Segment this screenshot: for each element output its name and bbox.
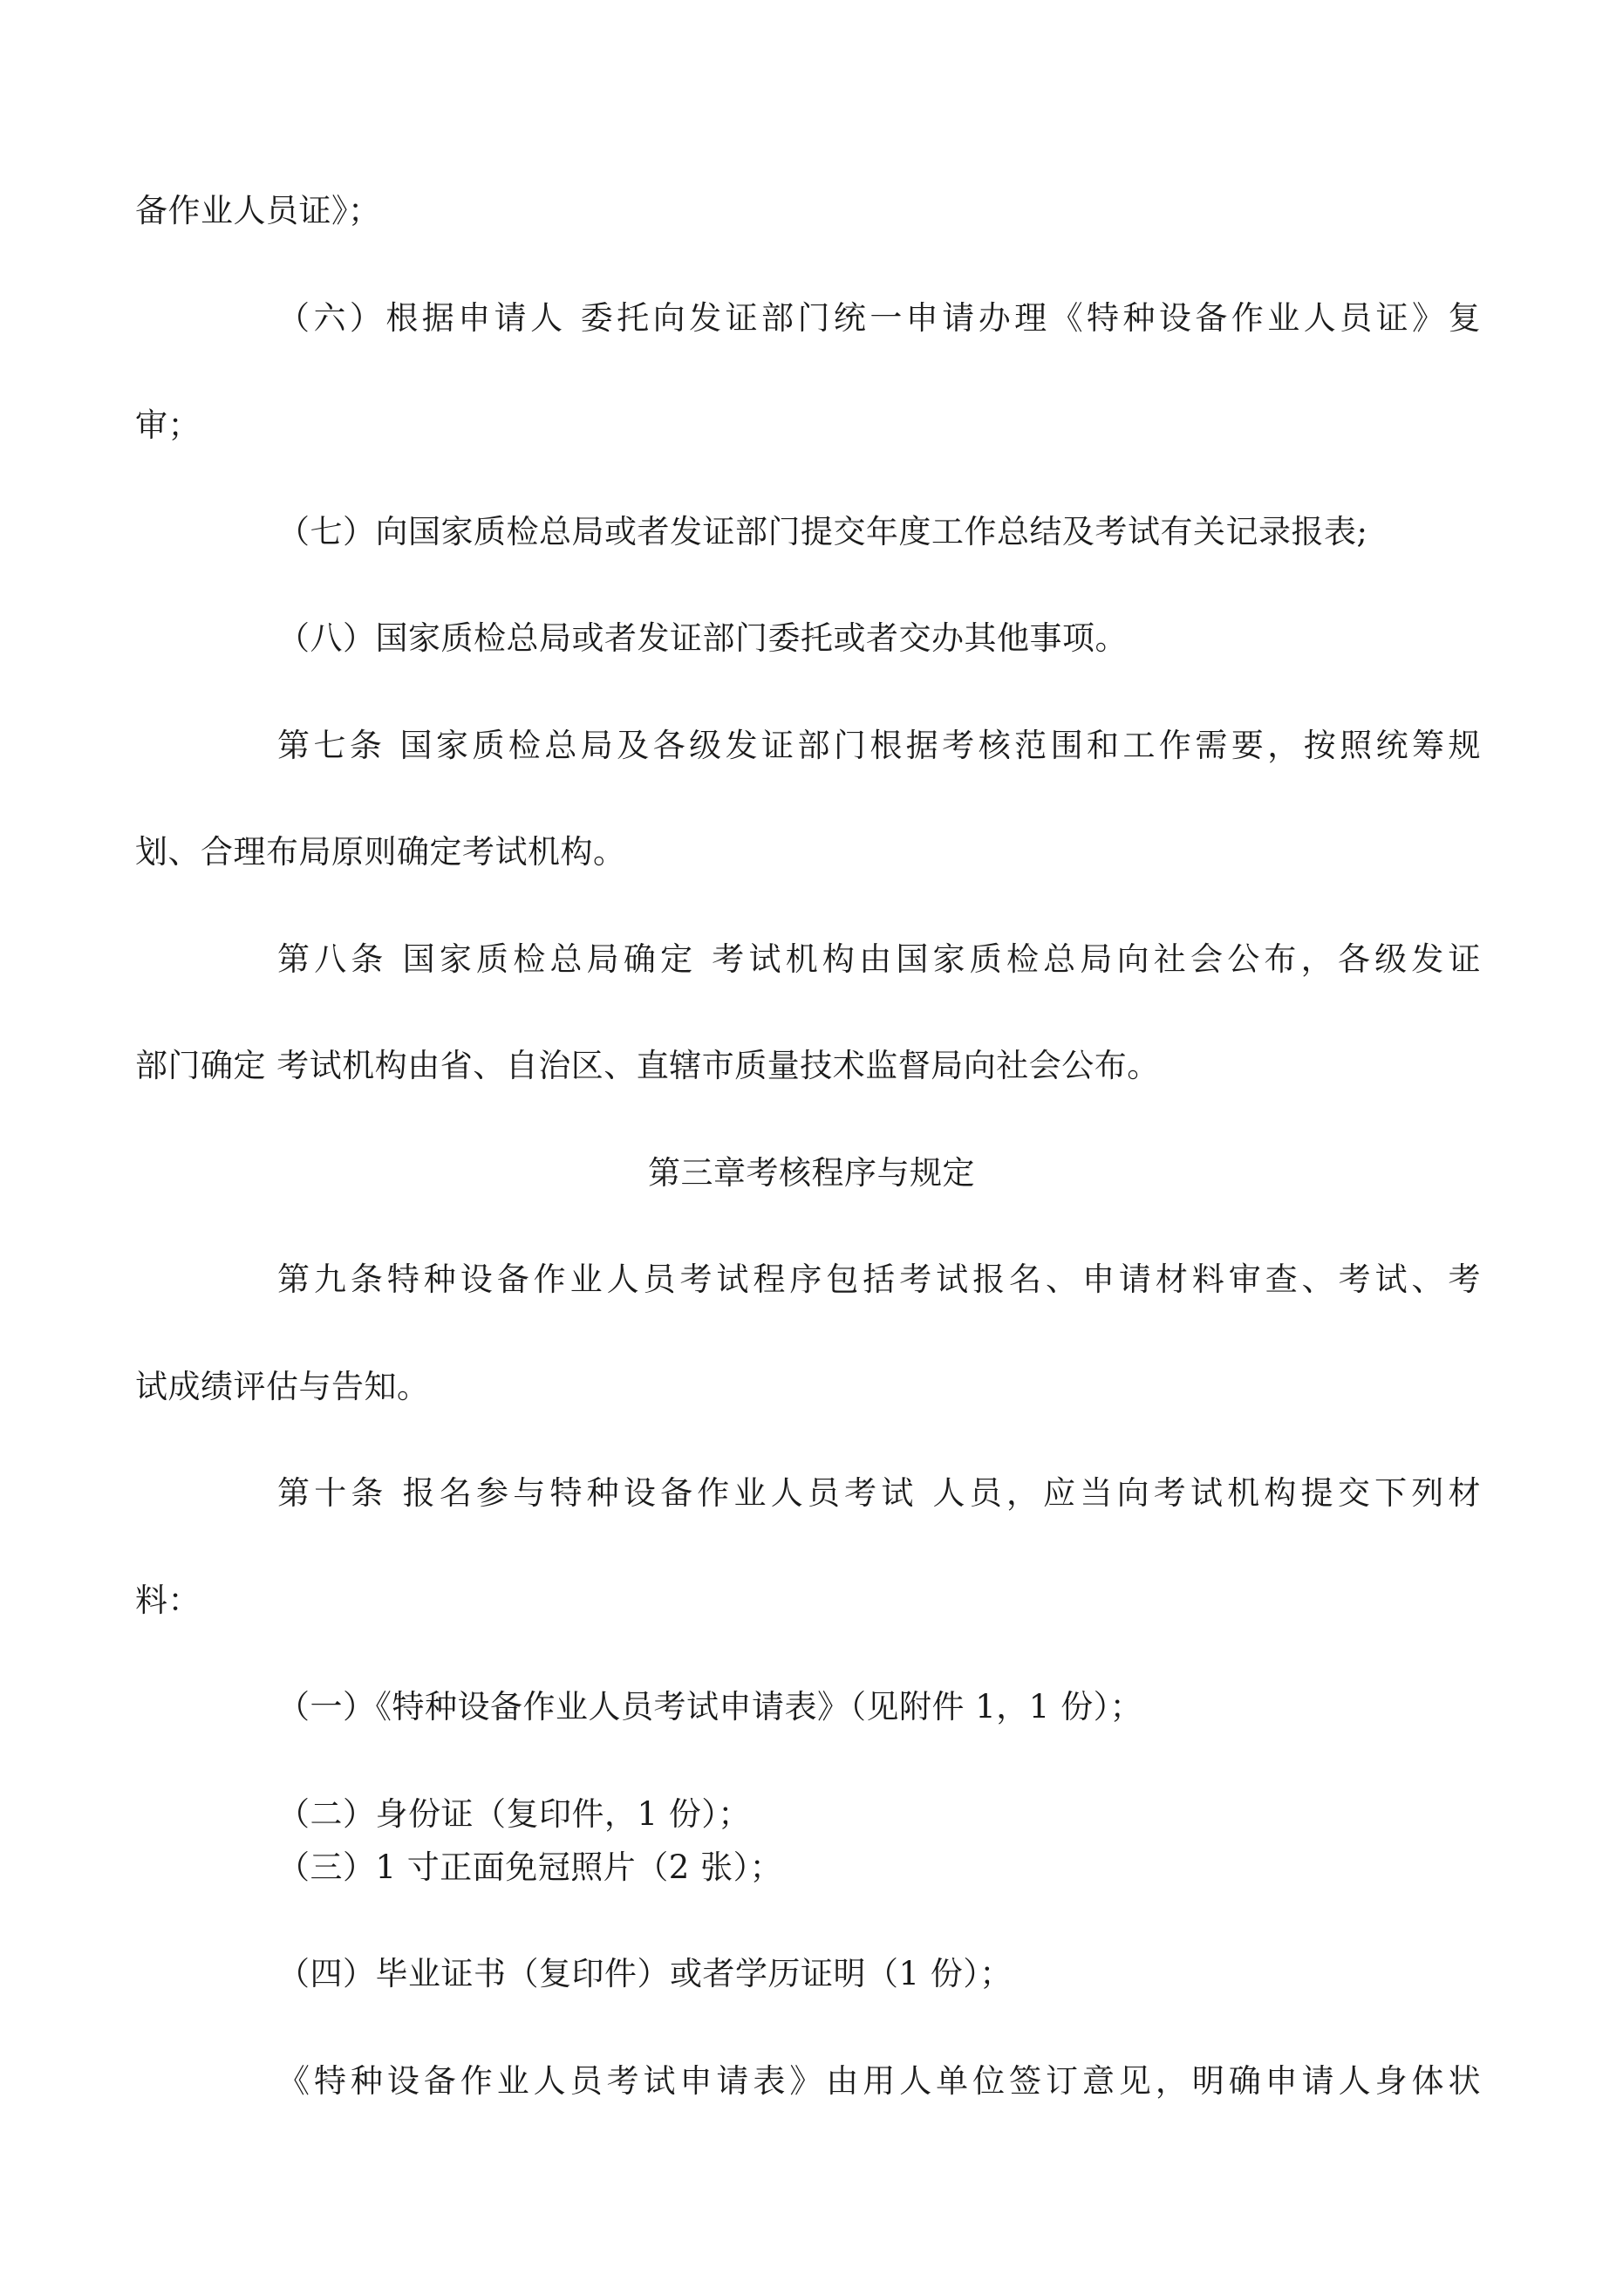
text-line: 《特种设备作业人员考试申请表》由用人单位签订意见，明确申请人身体状 (277, 2062, 1481, 2100)
text-line: 料： (135, 1582, 201, 1619)
list-item: （二）身份证（复印件，1 份）； (277, 1795, 751, 1833)
chapter-heading: 第三章考核程序与规定 (648, 1154, 975, 1192)
article-7: 第七条 国家质检总局及各级发证部门根据考核范围和工作需要，按照统筹规 (277, 727, 1481, 764)
text-line: 划、合理布局原则确定考试机构。 (135, 833, 626, 871)
text-line: （八）国家质检总局或者发证部门委托或者交办其他事项。 (277, 619, 1128, 657)
article-8: 第八条 国家质检总局确定 考试机构由国家质检总局向社会公布，各级发证 (277, 940, 1481, 978)
text-line: 备作业人员证》； (135, 192, 381, 229)
list-item: （四）毕业证书（复印件）或者学历证明（1 份）； (277, 1955, 1013, 1992)
text-line: （七）向国家质检总局或者发证部门提交年度工作总结及考试有关记录报表; (277, 513, 1368, 550)
list-item: （一）《特种设备作业人员考试申请表》（见附件 1，1 份）； (277, 1688, 1143, 1725)
list-item: （三）1 寸正面免冠照片（2 张）； (277, 1848, 783, 1886)
text-line: （六）根据申请人 委托向发证部门统一申请办理《特种设备作业人员证》复 (277, 299, 1481, 337)
text-line: 试成绩评估与告知。 (135, 1368, 430, 1405)
text-line: 审； (135, 407, 201, 444)
text-line: 部门确定 考试机构由省、自治区、直辖市质量技术监督局向社会公布。 (135, 1047, 1160, 1084)
article-9: 第九条特种设备作业人员考试程序包括考试报名、申请材料审查、考试、考 (277, 1261, 1481, 1298)
article-10: 第十条 报名参与特种设备作业人员考试 人员，应当向考试机构提交下列材 (277, 1474, 1481, 1512)
